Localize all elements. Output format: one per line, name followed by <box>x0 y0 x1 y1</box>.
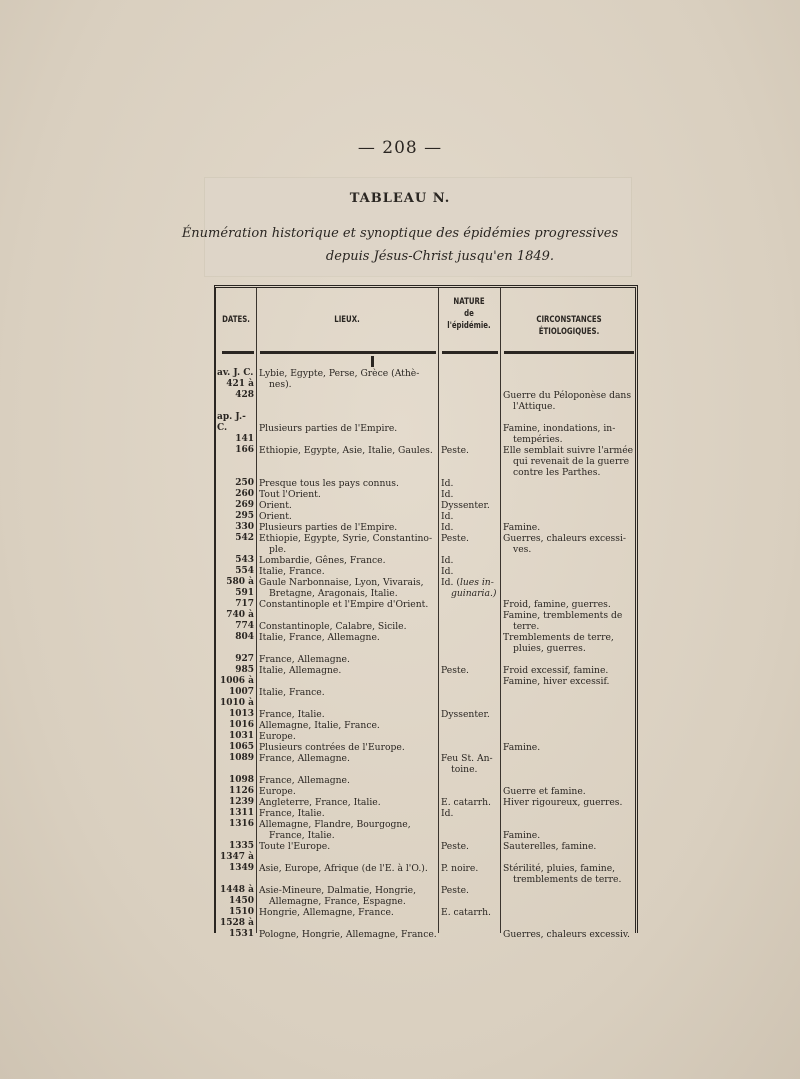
header-lieux: LIEUX. <box>334 315 360 325</box>
table-row <box>216 654 636 665</box>
date-cell <box>217 489 254 500</box>
date-cell <box>217 731 254 742</box>
date-cell <box>217 698 254 720</box>
date-text: 250 <box>235 478 254 488</box>
place-cell <box>259 665 437 676</box>
table-row <box>216 632 636 654</box>
date-cell <box>217 654 254 665</box>
date-cell <box>217 852 254 874</box>
place-text: France, Italie. <box>269 830 335 841</box>
nature-text: P. noire. <box>441 863 479 874</box>
subtitle-line-1: Énumération historique et synoptique des épidémies progressives <box>181 226 619 241</box>
date-cell <box>217 511 254 522</box>
nature-text: E. catarrh. <box>441 797 491 808</box>
circumstances-text: Froid excessif, famine. <box>503 665 609 676</box>
date-cell <box>217 533 254 544</box>
circumstances-text: Famine, tremblements de <box>503 610 623 621</box>
circumstances-text: tempéries. <box>513 434 563 445</box>
circumstances-text: Guerre et famine. <box>503 786 586 797</box>
circumstances-cell <box>503 610 637 632</box>
place-text <box>259 610 437 621</box>
date-cell <box>217 819 254 830</box>
circumstances-cell <box>503 797 637 808</box>
table-row <box>216 775 636 786</box>
place-text: Europe. <box>259 731 296 742</box>
date-cell <box>217 742 254 753</box>
place-text: ple. <box>269 544 287 555</box>
table-row <box>216 918 636 940</box>
table-row <box>216 731 636 742</box>
place-text: Lombardie, Gênes, France. <box>259 555 386 566</box>
nature-text: Id. <box>441 522 454 533</box>
place-cell <box>259 808 437 819</box>
place-cell <box>259 489 437 500</box>
date-text: 543 <box>235 555 254 565</box>
date-cell <box>217 808 254 819</box>
date-text: 141 <box>235 434 254 444</box>
nature-text: toine. <box>451 764 478 775</box>
date-text: 717 <box>235 599 254 609</box>
circumstances-text: contre les Parthes. <box>513 467 601 478</box>
table-title: TABLEAU N. <box>349 191 451 206</box>
date-text: 295 <box>235 511 254 521</box>
header-dates: DATES. <box>222 315 250 325</box>
place-cell <box>259 753 437 764</box>
place-text: Allemagne, Flandre, Bourgogne, <box>259 819 411 830</box>
circumstances-text: Famine. <box>503 830 541 841</box>
place-cell <box>259 676 437 698</box>
place-cell <box>259 852 437 874</box>
place-text: nes). <box>269 379 292 390</box>
place-text: Europe. <box>259 786 296 797</box>
circumstances-text: Famine, hiver excessif. <box>503 676 610 687</box>
table-row <box>216 511 636 522</box>
place-text: Plusieurs contrées de l'Europe. <box>259 742 405 753</box>
nature-text: Peste. <box>441 665 469 676</box>
table-body <box>216 368 636 940</box>
nature-text <box>441 698 499 709</box>
table-row <box>216 885 636 907</box>
place-cell <box>259 566 437 577</box>
date-text: 774 <box>235 621 254 631</box>
nature-text: Dyssenter. <box>441 709 490 720</box>
header-rule <box>504 351 634 354</box>
nature-cell <box>441 555 499 566</box>
date-text: 591 <box>235 588 254 598</box>
table-row <box>216 533 636 555</box>
date-text: 1311 <box>228 808 254 818</box>
nature-text: Id. <box>441 489 454 500</box>
date-text: ap. J.-C. <box>217 412 246 433</box>
circumstances-text: Hiver rigoureux, guerres. <box>503 797 623 808</box>
nature-text: Id. <box>441 808 454 819</box>
circumstances-text <box>503 368 637 379</box>
date-cell <box>217 610 254 632</box>
nature-text: Id. (lues in- <box>441 577 494 588</box>
place-text: Ethiopie, Egypte, Asie, Italie, Gaules. <box>259 445 433 456</box>
place-cell <box>259 478 437 489</box>
place-cell <box>259 511 437 522</box>
date-text: 1006 à <box>219 676 254 686</box>
place-cell <box>259 555 437 566</box>
place-text: Asie-Mineure, Dalmatie, Hongrie, <box>259 885 417 896</box>
header-rule <box>222 351 254 354</box>
circumstances-cell <box>503 522 637 533</box>
nature-text: Id. <box>441 566 454 577</box>
date-text: 1031 <box>228 731 254 741</box>
circumstances-text: Famine, inondations, in- <box>503 423 616 434</box>
table-row <box>216 852 636 885</box>
place-cell <box>259 731 437 742</box>
table-row <box>216 368 636 412</box>
table-row <box>216 522 636 533</box>
date-cell <box>217 478 254 489</box>
nature-text: guinaria.) <box>451 588 497 599</box>
place-cell <box>259 412 437 434</box>
circumstances-cell <box>503 742 637 753</box>
circumstances-cell <box>503 819 637 841</box>
nature-text: Dyssenter. <box>441 500 490 511</box>
date-text: 1239 <box>228 797 254 807</box>
date-cell <box>217 918 254 940</box>
header-nature-line-2: de <box>464 309 474 319</box>
circumstances-cell <box>503 786 637 797</box>
nature-cell <box>441 478 499 489</box>
date-text: 1531 <box>228 929 254 939</box>
place-text: France, Allemagne. <box>259 753 350 764</box>
header-circonstances: CIRCONSTANCES ÉTIOLOGIQUES. <box>536 315 602 337</box>
nature-cell <box>441 753 499 775</box>
table-row <box>216 786 636 797</box>
date-cell <box>217 522 254 533</box>
header-rule <box>260 351 436 354</box>
table-row <box>216 742 636 753</box>
place-text: Constantinople et l'Empire d'Orient. <box>259 599 429 610</box>
circumstances-cell <box>503 412 637 445</box>
date-text: 1013 <box>228 709 254 719</box>
nature-cell <box>441 841 499 852</box>
table-row <box>216 500 636 511</box>
circumstances-text: Guerres, chaleurs excessiv. <box>503 929 630 940</box>
nature-cell <box>441 511 499 522</box>
place-text: Orient. <box>259 511 292 522</box>
date-text: 1089 <box>228 753 254 763</box>
nature-text: E. catarrh. <box>441 907 491 918</box>
date-text: 580 à <box>226 577 254 587</box>
nature-cell <box>441 522 499 533</box>
nature-cell <box>441 445 499 456</box>
date-text: 927 <box>235 654 254 664</box>
nature-text: Id. <box>441 511 454 522</box>
place-cell <box>259 819 437 841</box>
place-text <box>259 698 437 709</box>
date-text: 1448 à <box>219 885 254 895</box>
circumstances-cell <box>503 533 637 555</box>
place-text: Toute l'Europe. <box>259 841 331 852</box>
table-row <box>216 819 636 841</box>
circumstances-cell <box>503 368 637 412</box>
date-text: 1016 <box>228 720 254 730</box>
place-cell <box>259 500 437 511</box>
table-row <box>216 577 636 599</box>
date-cell <box>217 445 254 456</box>
header-rule <box>442 351 498 354</box>
date-cell <box>217 907 254 918</box>
subtitle-line-2: depuis Jésus-Christ jusqu'en 1849. <box>325 249 555 264</box>
circumstances-cell <box>503 676 637 687</box>
date-text: 269 <box>235 500 254 510</box>
place-cell <box>259 698 437 720</box>
place-text: Plusieurs parties de l'Empire. <box>259 423 398 434</box>
date-text: 1510 <box>228 907 254 917</box>
table-row <box>216 412 636 445</box>
nature-text: Peste. <box>441 533 469 544</box>
place-cell <box>259 533 437 555</box>
place-cell <box>259 445 437 456</box>
nature-text: Feu St. An- <box>441 753 493 764</box>
place-cell <box>259 742 437 753</box>
nature-cell <box>441 907 499 918</box>
table-row <box>216 676 636 698</box>
circumstances-text: tremblements de terre. <box>513 874 622 885</box>
table-row <box>216 610 636 632</box>
place-text: Asie, Europe, Afrique (de l'E. à l'O.). <box>259 863 428 874</box>
date-text: 1316 <box>228 819 254 829</box>
date-cell <box>217 368 254 401</box>
place-text: France, Allemagne. <box>259 775 350 786</box>
circumstances-text <box>503 379 637 390</box>
place-text: Italie, France. <box>259 687 325 698</box>
place-text: Tout l'Orient. <box>259 489 321 500</box>
nature-cell <box>441 577 499 599</box>
place-text: Hongrie, Allemagne, France. <box>259 907 394 918</box>
nature-cell <box>441 489 499 500</box>
circumstances-text: qui revenait de la guerre <box>513 456 630 467</box>
place-cell <box>259 885 437 907</box>
table-row <box>216 753 636 775</box>
place-text: Italie, Allemagne. <box>259 665 342 676</box>
date-text: 804 <box>235 632 254 642</box>
place-cell <box>259 610 437 632</box>
header-nature-line-3: l'épidémie. <box>447 321 491 331</box>
circumstances-text <box>503 819 637 830</box>
place-text: Italie, France. <box>259 566 325 577</box>
place-cell <box>259 841 437 852</box>
place-text: Plusieurs parties de l'Empire. <box>259 522 398 533</box>
nature-text: Id. <box>441 555 454 566</box>
table-row <box>216 808 636 819</box>
table-row <box>216 698 636 720</box>
nature-text: Peste. <box>441 885 469 896</box>
date-cell <box>217 753 254 764</box>
table-row <box>216 907 636 918</box>
date-text: av. J. C. <box>217 368 254 378</box>
place-cell <box>259 786 437 797</box>
circumstances-text: l'Attique. <box>513 401 556 412</box>
date-cell <box>217 412 254 445</box>
date-text: 1335 <box>228 841 254 851</box>
circumstances-text: Stérilité, pluies, famine, <box>503 863 616 874</box>
date-text: 554 <box>235 566 254 576</box>
nature-cell <box>441 533 499 544</box>
place-cell <box>259 368 437 390</box>
nature-text: Peste. <box>441 841 469 852</box>
column-mark <box>371 356 374 367</box>
date-text: 1007 <box>228 687 254 697</box>
place-cell <box>259 775 437 786</box>
nature-cell <box>441 665 499 676</box>
place-text: Orient. <box>259 500 292 511</box>
date-text: 1098 <box>228 775 254 785</box>
date-cell <box>217 665 254 676</box>
nature-cell <box>441 808 499 819</box>
date-cell <box>217 632 254 643</box>
date-text: 1347 à <box>219 852 254 862</box>
circumstances-text: Famine. <box>503 742 541 753</box>
circumstances-text: Sauterelles, famine. <box>503 841 597 852</box>
circumstances-text <box>503 918 637 929</box>
nature-text <box>441 852 499 863</box>
date-text: 421 à <box>226 379 254 389</box>
date-cell <box>217 566 254 577</box>
place-text: Pologne, Hongrie, Allemagne, France. <box>259 929 437 940</box>
table-row <box>216 720 636 731</box>
date-cell <box>217 500 254 511</box>
place-cell <box>259 632 437 643</box>
date-text: 260 <box>235 489 254 499</box>
place-text: Gaule Narbonnaise, Lyon, Vivarais, <box>259 577 424 588</box>
place-text: Lybie, Egypte, Perse, Grèce (Athè- <box>259 368 420 379</box>
place-text: Bretagne, Aragonais, Italie. <box>269 588 398 599</box>
date-cell <box>217 841 254 852</box>
epidemics-table <box>214 285 638 940</box>
place-cell <box>259 918 437 940</box>
date-cell <box>217 577 254 599</box>
place-cell <box>259 654 437 665</box>
date-cell <box>217 786 254 797</box>
place-text: Presque tous les pays connus. <box>259 478 399 489</box>
place-text: France, Allemagne. <box>259 654 350 665</box>
nature-cell <box>441 852 499 874</box>
date-cell <box>217 885 254 907</box>
circumstances-cell <box>503 918 637 940</box>
date-cell <box>217 720 254 731</box>
place-text: France, Italie. <box>259 808 325 819</box>
table-row <box>216 665 636 676</box>
circumstances-text: terre. <box>513 621 540 632</box>
date-text: 1010 à <box>219 698 254 708</box>
nature-cell <box>441 500 499 511</box>
place-cell <box>259 907 437 918</box>
circumstances-text: Guerre du Péloponèse dans <box>503 390 632 401</box>
table-row <box>216 489 636 500</box>
nature-cell <box>441 797 499 808</box>
nature-cell <box>441 566 499 577</box>
header-nature-line-1: NATURE <box>453 297 485 307</box>
nature-text: Id. <box>441 478 454 489</box>
circumstances-text: Froid, famine, guerres. <box>503 599 611 610</box>
date-cell <box>217 555 254 566</box>
circumstances-cell <box>503 632 637 654</box>
place-cell <box>259 720 437 731</box>
date-text: 740 à <box>226 610 254 620</box>
page-number: — 208 — <box>357 138 443 158</box>
date-text: 166 <box>235 445 254 455</box>
header-nature <box>444 296 495 332</box>
date-cell <box>217 797 254 808</box>
date-text: 330 <box>235 522 254 532</box>
date-text: 428 <box>235 390 254 400</box>
circumstances-text: Elle semblait suivre l'armée <box>503 445 634 456</box>
date-cell <box>217 599 254 610</box>
nature-cell <box>441 698 499 720</box>
date-text: 1349 <box>228 863 254 873</box>
date-text: 1126 <box>228 786 254 796</box>
table-row <box>216 841 636 852</box>
date-cell <box>217 775 254 786</box>
place-text <box>259 676 437 687</box>
circumstances-text: pluies, guerres. <box>513 643 586 654</box>
place-text: Angleterre, France, Italie. <box>259 797 381 808</box>
place-text: Ethiopie, Egypte, Syrie, Constantino- <box>259 533 433 544</box>
circumstances-cell <box>503 665 637 676</box>
place-text: France, Italie. <box>259 709 325 720</box>
circumstances-text <box>503 852 637 863</box>
place-text: Allemagne, Italie, France. <box>259 720 380 731</box>
nature-text: Peste. <box>441 445 469 456</box>
place-text <box>259 852 437 863</box>
nature-cell <box>441 885 499 896</box>
circumstances-text: Famine. <box>503 522 541 533</box>
circumstances-cell <box>503 852 637 885</box>
table-row <box>216 599 636 610</box>
place-text <box>259 412 437 423</box>
date-cell <box>217 676 254 698</box>
place-cell <box>259 599 437 610</box>
table-row <box>216 445 636 478</box>
place-cell <box>259 797 437 808</box>
table-row <box>216 478 636 489</box>
circumstances-text: Guerres, chaleurs excessi- <box>503 533 627 544</box>
date-text: 985 <box>235 665 254 675</box>
date-text: 542 <box>235 533 254 543</box>
place-text <box>259 918 437 929</box>
table-row <box>216 797 636 808</box>
place-text: Allemagne, France, Espagne. <box>269 896 406 907</box>
place-cell <box>259 522 437 533</box>
circumstances-cell <box>503 599 637 610</box>
circumstances-text <box>503 412 637 423</box>
circumstances-text: Tremblements de terre, <box>503 632 614 643</box>
circumstances-cell <box>503 841 637 852</box>
circumstances-cell <box>503 445 637 478</box>
place-text: Italie, France, Allemagne. <box>259 632 380 643</box>
table-row <box>216 566 636 577</box>
date-text: 1065 <box>228 742 254 752</box>
place-cell <box>259 577 437 599</box>
table-row <box>216 555 636 566</box>
date-text: 1450 <box>228 896 254 906</box>
date-text: 1528 à <box>219 918 254 928</box>
circumstances-text: ves. <box>513 544 532 555</box>
place-text: Constantinople, Calabre, Sicile. <box>259 621 407 632</box>
